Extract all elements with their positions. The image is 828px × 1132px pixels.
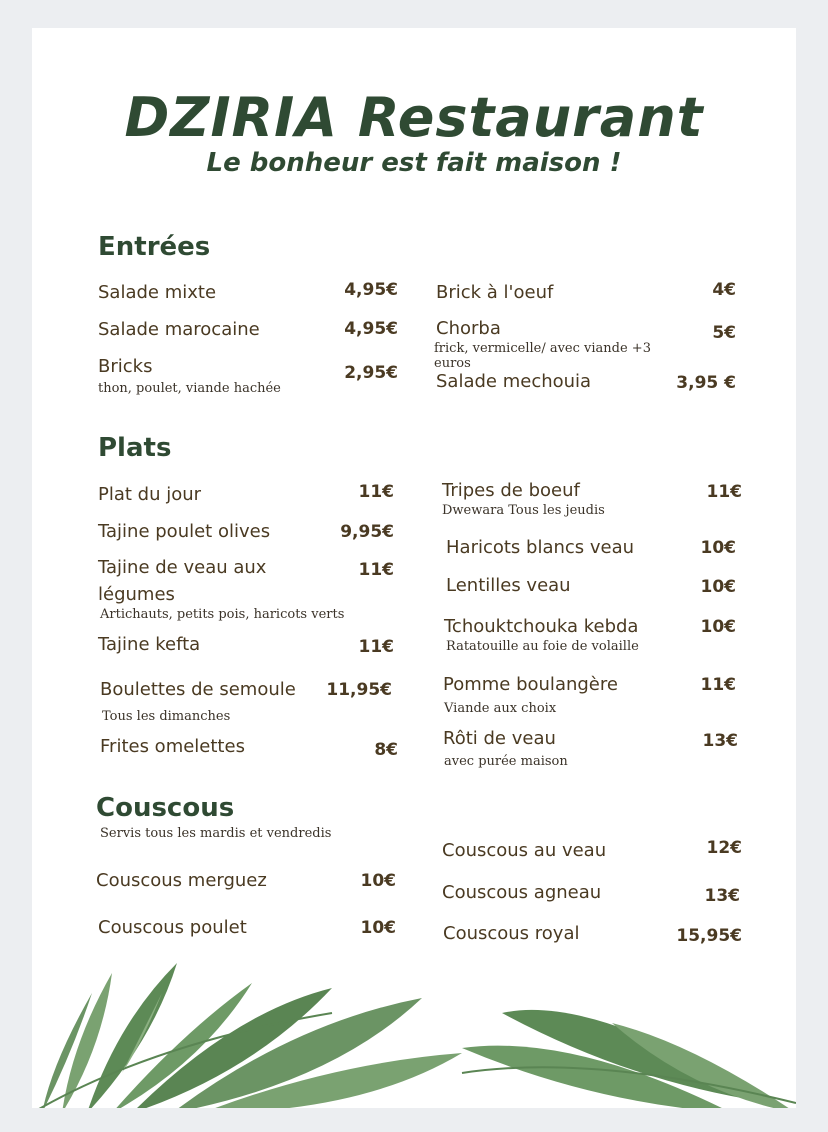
menu-item-name: Boulettes de semoule bbox=[100, 679, 296, 700]
menu-item-note: thon, poulet, viande hachée bbox=[98, 381, 281, 396]
menu-item-name: Couscous royal bbox=[443, 923, 580, 944]
menu-item-name: Salade mechouia bbox=[436, 371, 592, 392]
menu-item-price: 12€ bbox=[706, 838, 742, 858]
menu-item-price: 8€ bbox=[374, 740, 398, 760]
menu-item-price: 10€ bbox=[700, 617, 736, 637]
menu-item-name: Couscous agneau bbox=[442, 882, 602, 903]
menu-item-name: Couscous au veau bbox=[442, 840, 607, 861]
menu-item-note: Viande aux choix bbox=[444, 701, 557, 716]
menu-item-name: Tchouktchouka kebda bbox=[444, 616, 639, 637]
menu-item-price: 10€ bbox=[360, 918, 396, 938]
menu-item-price: 13€ bbox=[704, 886, 740, 906]
menu-item-price: 3,95 € bbox=[676, 373, 736, 393]
menu-item-price: 11€ bbox=[706, 482, 742, 502]
menu-item-price: 11€ bbox=[358, 482, 394, 502]
section-note-couscous: Servis tous les mardis et vendredis bbox=[100, 826, 332, 841]
menu-item-name: Frites omelettes bbox=[100, 736, 245, 757]
leaves-illustration bbox=[32, 953, 796, 1108]
menu-item-price: 2,95€ bbox=[344, 363, 398, 383]
menu-item-name: Bricks bbox=[98, 356, 153, 377]
menu-item-price: 10€ bbox=[700, 577, 736, 597]
menu-item-name: Tajine poulet olives bbox=[98, 521, 271, 542]
menu-item-name: Salade mixte bbox=[98, 282, 217, 303]
menu-item-price: 10€ bbox=[700, 538, 736, 558]
menu-item-name: Couscous poulet bbox=[98, 917, 247, 938]
menu-item-price: 13€ bbox=[702, 731, 738, 751]
menu-item-price: 4,95€ bbox=[344, 319, 398, 339]
menu-item-name: Lentilles veau bbox=[446, 575, 571, 596]
menu-item-price: 11€ bbox=[358, 560, 394, 580]
menu-item-note: frick, vermicelle/ avec viande +3 euros bbox=[434, 341, 651, 371]
menu-item-note: Dwewara Tous les jeudis bbox=[442, 503, 605, 518]
menu-item-price: 9,95€ bbox=[340, 522, 394, 542]
menu-item-price: 11€ bbox=[358, 637, 394, 657]
menu-item-name: Tajine kefta bbox=[98, 634, 201, 655]
menu-item-name: Brick à l'oeuf bbox=[436, 282, 554, 303]
restaurant-title: DZIRIA Restaurant bbox=[124, 86, 704, 149]
menu-item-name: Couscous merguez bbox=[96, 870, 267, 891]
menu-item-note: Ratatouille au foie de volaille bbox=[446, 639, 639, 654]
menu-item-note: Tous les dimanches bbox=[102, 709, 231, 724]
menu-item-note: avec purée maison bbox=[444, 754, 568, 769]
restaurant-slogan: Le bonheur est fait maison ! bbox=[206, 148, 622, 178]
menu-item-name: Tajine de veau aux légumes bbox=[98, 557, 267, 605]
section-heading-entrees: Entrées bbox=[98, 232, 211, 262]
menu-item-price: 4,95€ bbox=[344, 280, 398, 300]
section-heading-couscous: Couscous bbox=[96, 793, 235, 823]
menu-item-name: Tripes de boeuf bbox=[442, 480, 580, 501]
menu-item-price: 4€ bbox=[712, 280, 736, 300]
menu-item-price: 10€ bbox=[360, 871, 396, 891]
menu-item-note: Artichauts, petits pois, haricots verts bbox=[100, 607, 345, 622]
section-heading-plats: Plats bbox=[98, 433, 172, 463]
menu-item-name: Haricots blancs veau bbox=[446, 537, 635, 558]
menu-item-name: Rôti de veau bbox=[443, 728, 556, 749]
menu-page bbox=[32, 28, 796, 1108]
menu-item-name: Chorba bbox=[436, 318, 501, 339]
menu-item-name: Salade marocaine bbox=[98, 319, 260, 340]
menu-item-price: 5€ bbox=[712, 323, 736, 343]
menu-item-name: Pomme boulangère bbox=[443, 674, 618, 695]
menu-item-price: 11€ bbox=[700, 675, 736, 695]
menu-item-price: 11,95€ bbox=[326, 680, 392, 700]
menu-item-price: 15,95€ bbox=[676, 926, 742, 946]
menu-item-name: Plat du jour bbox=[98, 484, 202, 505]
